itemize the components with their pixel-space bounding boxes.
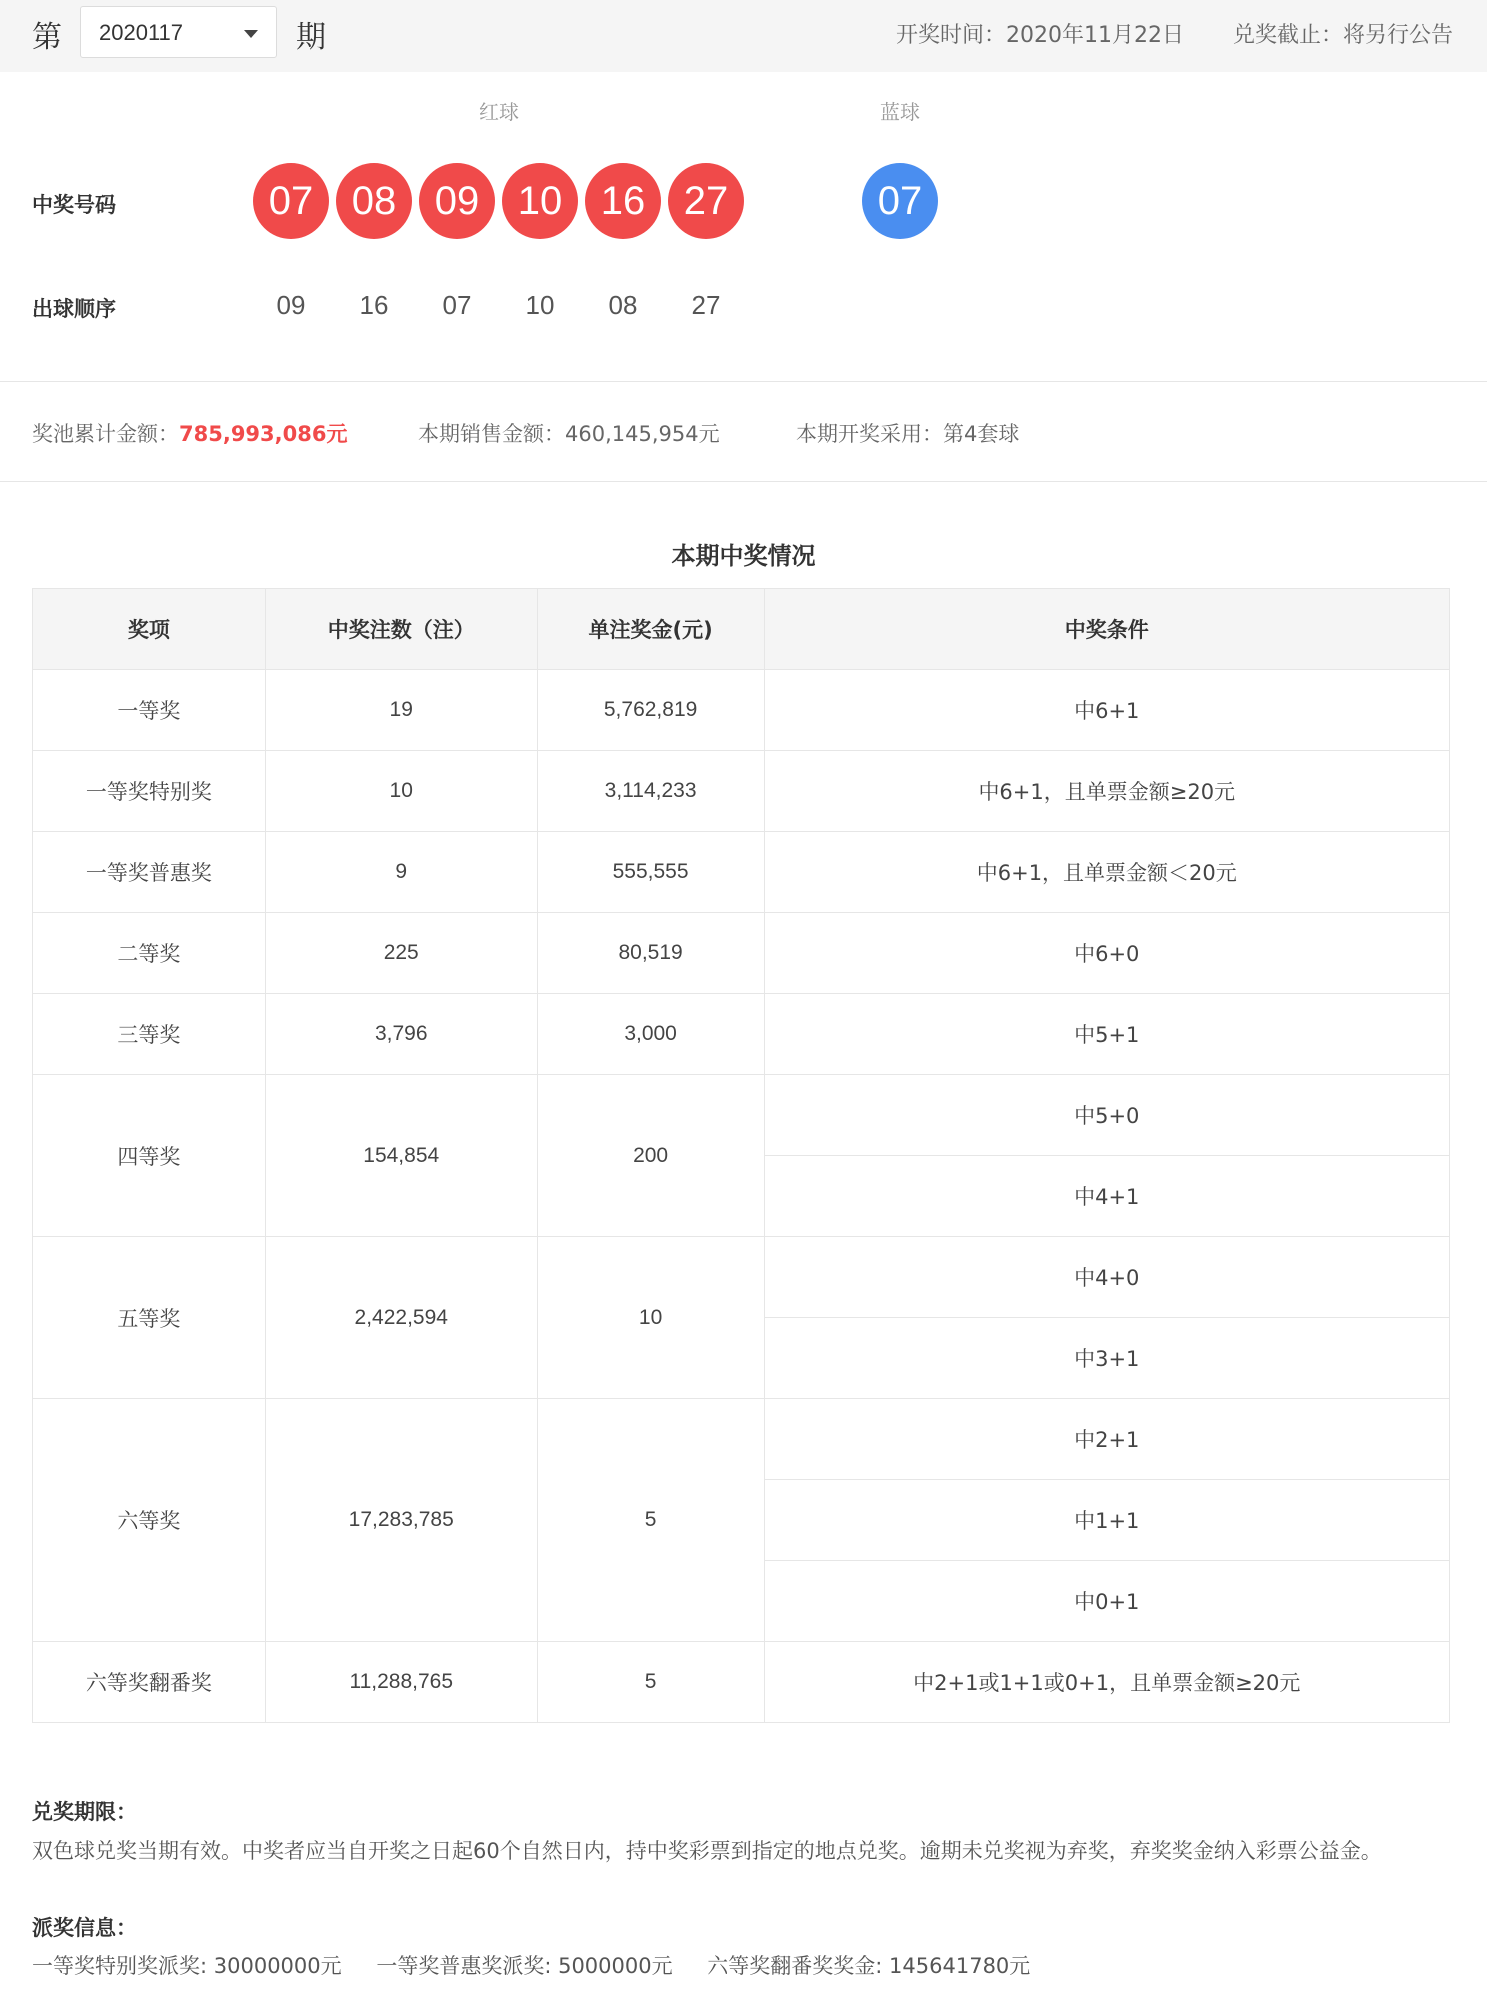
- column-header: 中奖注数（注）: [265, 589, 537, 670]
- draw-time: 开奖时间：2020年11月22日: [896, 23, 1184, 48]
- prize-name: 一等奖普惠奖: [33, 832, 266, 913]
- issue-select[interactable]: [80, 6, 277, 58]
- prize-count: 11,288,765: [265, 1642, 537, 1723]
- prize-condition: 中1+1: [764, 1480, 1449, 1561]
- column-header: 奖项: [33, 589, 266, 670]
- table-row: [33, 1642, 1450, 1723]
- prize-name: 二等奖: [33, 913, 266, 994]
- blue-ball-label: 蓝球: [880, 100, 920, 124]
- red-ball: 10: [502, 163, 578, 239]
- draw-order-number: 07: [442, 290, 472, 320]
- prize-count: 9: [265, 832, 537, 913]
- table-row: [33, 832, 1450, 913]
- payout-item: 六等奖翻番奖奖金: 145641780元: [707, 1954, 1031, 1978]
- chevron-down-icon: [244, 30, 258, 38]
- column-header: 单注奖金(元): [537, 589, 764, 670]
- draw-order-number: 10: [525, 290, 555, 320]
- claim-period-title: 兑奖期限：: [32, 1800, 137, 1824]
- prize-count: 225: [265, 913, 537, 994]
- draw-order-number: 16: [359, 290, 389, 320]
- red-ball: 07: [253, 163, 329, 239]
- prize-condition: 中2+1或1+1或0+1，且单票金额≥20元: [764, 1642, 1449, 1723]
- pool-total-value: 785,993,086元: [179, 422, 348, 446]
- prize-amount: 3,000: [537, 994, 764, 1075]
- red-ball: 08: [336, 163, 412, 239]
- prize-condition: 中6+1，且单票金额≥20元: [764, 751, 1449, 832]
- red-ball-label: 红球: [479, 100, 519, 124]
- prize-condition: 中4+1: [764, 1156, 1449, 1237]
- prize-condition: 中6+0: [764, 913, 1449, 994]
- ball-set: 本期开奖采用：第4套球: [796, 422, 1020, 446]
- table-row: [33, 994, 1450, 1075]
- prize-condition: 中6+1: [764, 670, 1449, 751]
- table-row: [33, 751, 1450, 832]
- payout-info: [32, 1950, 1058, 1980]
- payout-item: 一等奖特别奖派奖: 30000000元: [32, 1954, 342, 1978]
- ball-set-value: 第4套球: [943, 422, 1020, 446]
- table-row: [33, 670, 1450, 751]
- issue-prefix: 第: [32, 20, 62, 55]
- prize-count: 17,283,785: [265, 1399, 537, 1642]
- prize-amount: 5: [537, 1642, 764, 1723]
- prize-name: 四等奖: [33, 1075, 266, 1237]
- prize-count: 10: [265, 751, 537, 832]
- issue-suffix: 期: [296, 20, 326, 55]
- draw-order-number: 09: [276, 290, 306, 320]
- prize-name: 六等奖翻番奖: [33, 1642, 266, 1723]
- prize-name: 六等奖: [33, 1399, 266, 1642]
- draw-order-number: 27: [691, 290, 721, 320]
- table-row: [33, 1399, 1450, 1480]
- prize-count: 3,796: [265, 994, 537, 1075]
- prize-count: 154,854: [265, 1075, 537, 1237]
- prize-amount: 555,555: [537, 832, 764, 913]
- prize-condition: 中2+1: [764, 1399, 1449, 1480]
- draw-order-number: 08: [608, 290, 638, 320]
- prize-name: 一等奖: [33, 670, 266, 751]
- draw-order-label: 出球顺序: [32, 297, 116, 321]
- prize-amount: 3,114,233: [537, 751, 764, 832]
- prize-condition: 中5+0: [764, 1075, 1449, 1156]
- red-ball: 27: [668, 163, 744, 239]
- prize-amount: 200: [537, 1075, 764, 1237]
- prize-condition: 中4+0: [764, 1237, 1449, 1318]
- prize-amount: 5,762,819: [537, 670, 764, 751]
- sales-total: 本期销售金额：460,145,954元: [418, 422, 720, 446]
- claim-deadline: 兑奖截止：将另行公告: [1232, 23, 1453, 48]
- pool-info: [0, 382, 1487, 482]
- sales-total-value: 460,145,954元: [565, 422, 720, 446]
- prize-name: 一等奖特别奖: [33, 751, 266, 832]
- column-header: 中奖条件: [764, 589, 1449, 670]
- table-row: [33, 913, 1450, 994]
- prize-condition: 中6+1，且单票金额＜20元: [764, 832, 1449, 913]
- issue-header: [0, 0, 1487, 72]
- blue-ball: 07: [862, 163, 938, 239]
- prize-condition: 中0+1: [764, 1561, 1449, 1642]
- draw-meta: [854, 18, 1453, 49]
- table-row: [33, 1075, 1450, 1156]
- prize-table: [32, 588, 1450, 1723]
- prize-amount: 5: [537, 1399, 764, 1642]
- red-ball: 09: [419, 163, 495, 239]
- prize-condition: 中3+1: [764, 1318, 1449, 1399]
- table-header-row: [33, 589, 1450, 670]
- payout-info-title: 派奖信息：: [32, 1916, 137, 1940]
- pool-total: 奖池累计金额：785,993,086元: [32, 422, 348, 446]
- table-row: [33, 1237, 1450, 1318]
- payout-item: 一等奖普惠奖派奖: 5000000元: [376, 1954, 673, 1978]
- issue-select-value: 2020117: [99, 20, 184, 45]
- prize-amount: 80,519: [537, 913, 764, 994]
- winning-numbers-section: [0, 72, 1487, 382]
- prize-count: 19: [265, 670, 537, 751]
- prize-count: 2,422,594: [265, 1237, 537, 1399]
- red-ball: 16: [585, 163, 661, 239]
- winning-numbers-label: 中奖号码: [32, 193, 116, 217]
- prize-amount: 10: [537, 1237, 764, 1399]
- claim-period-text: 双色球兑奖当期有效。中奖者应当自开奖之日起60个自然日内，持中奖彩票到指定的地点兑奖。逾期未兑奖视为弃奖，弃奖奖金纳入彩票公益金。: [32, 1839, 1382, 1863]
- prize-condition: 中5+1: [764, 994, 1449, 1075]
- prize-name: 三等奖: [33, 994, 266, 1075]
- prize-table-title: 本期中奖情况: [671, 542, 816, 570]
- prize-name: 五等奖: [33, 1237, 266, 1399]
